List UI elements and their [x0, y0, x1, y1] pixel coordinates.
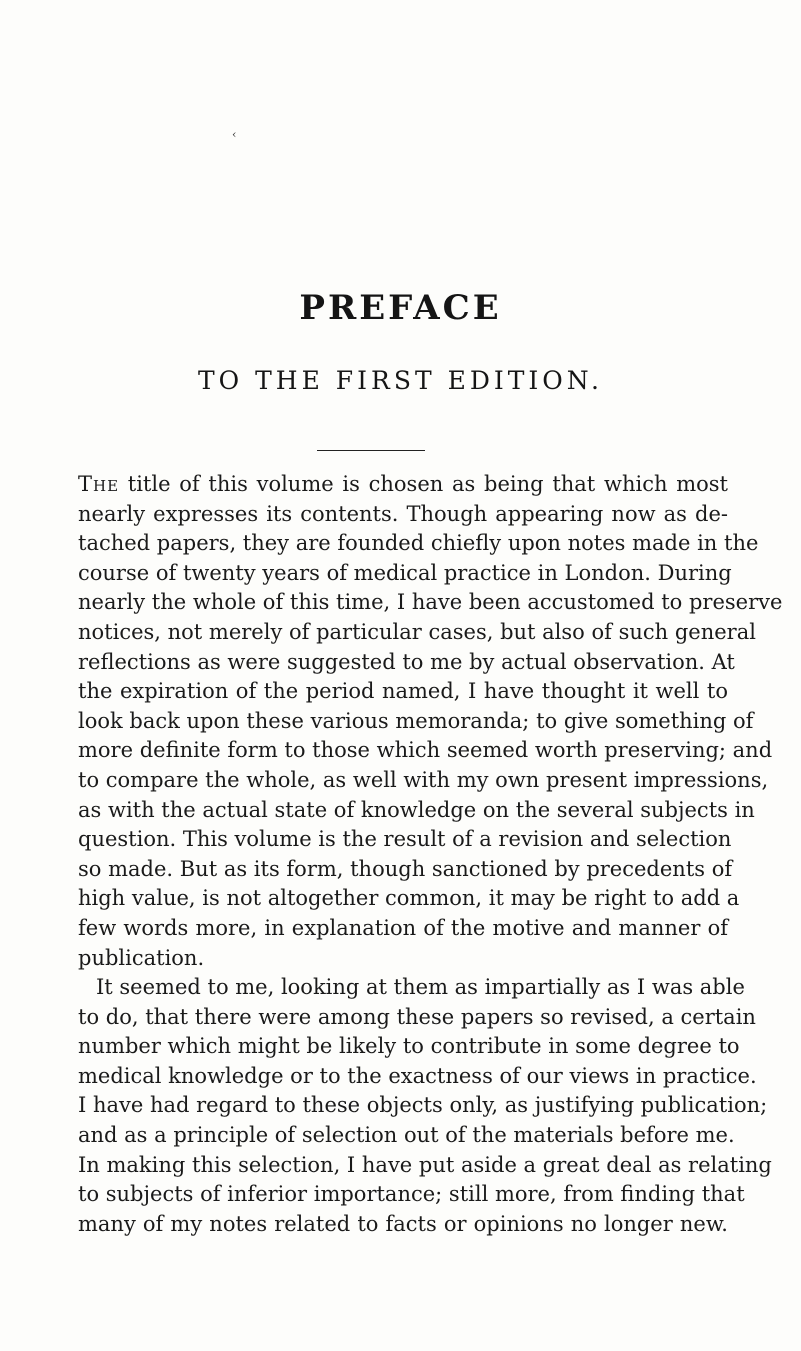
- paragraph-2: [78, 973, 772, 1239]
- text-line: and as a principle of selection out of the materials before me.: [78, 1123, 735, 1148]
- text-line: In making this selection, I have put aside a great deal as relating: [78, 1152, 772, 1177]
- text-line: I have had regard to these objects only, as justifying publication;: [78, 1093, 768, 1118]
- page-title: PREFACE: [299, 288, 502, 328]
- preface-body: [78, 470, 783, 1239]
- text-line: look back upon these various memoranda; to give something of: [78, 708, 754, 733]
- title-rule: [317, 450, 425, 451]
- text-line: It seemed to me, looking at them as impartially as I was able: [96, 975, 745, 1000]
- text-line: publication.: [78, 945, 205, 970]
- text-line: many of my notes related to facts or opinions no longer new.: [78, 1211, 728, 1236]
- paragraph-1: [78, 470, 783, 973]
- text-line: high value, is not altogether common, it may be right to add a: [78, 886, 740, 911]
- page-subtitle: TO THE FIRST EDITION.: [197, 366, 604, 395]
- text-line: to do, that there were among these papers so revised, a certain: [78, 1004, 756, 1029]
- text-line: to subjects of inferior importance; still more, from finding that: [78, 1182, 745, 1207]
- text-line: as with the actual state of knowledge on the several subjects in: [78, 797, 755, 822]
- text-line: reflections as were suggested to me by actual observation. At: [78, 649, 735, 674]
- text-line: question. This volume is the result of a revision and selection: [78, 827, 732, 852]
- text-line: The title of this volume is chosen as being that which most: [78, 472, 728, 496]
- text-line: the expiration of the period named, I have thought it well to: [78, 679, 728, 704]
- text-line: nearly expresses its contents. Though appearing now as de-: [78, 501, 728, 526]
- text-line: number which might be likely to contribute in some degree to: [78, 1034, 740, 1059]
- print-speck: ‹: [232, 128, 237, 141]
- lead-word: The: [78, 472, 120, 496]
- text-line: course of twenty years of medical practice in London. During: [78, 560, 732, 585]
- text-line: nearly the whole of this time, I have been accustomed to preserve: [78, 590, 783, 615]
- text-line: to compare the whole, as well with my own present impressions,: [78, 767, 769, 792]
- text-line: tached papers, they are founded chiefly upon notes made in the: [78, 531, 759, 556]
- text-line: few words more, in explanation of the motive and manner of: [78, 915, 728, 940]
- text-line: medical knowledge or to the exactness of our views in practice.: [78, 1063, 757, 1088]
- text-line: so made. But as its form, though sanctioned by precedents of: [78, 856, 733, 881]
- text-line: more definite form to those which seemed worth preserving; and: [78, 738, 773, 763]
- text-line: notices, not merely of particular cases, but also of such general: [78, 619, 756, 644]
